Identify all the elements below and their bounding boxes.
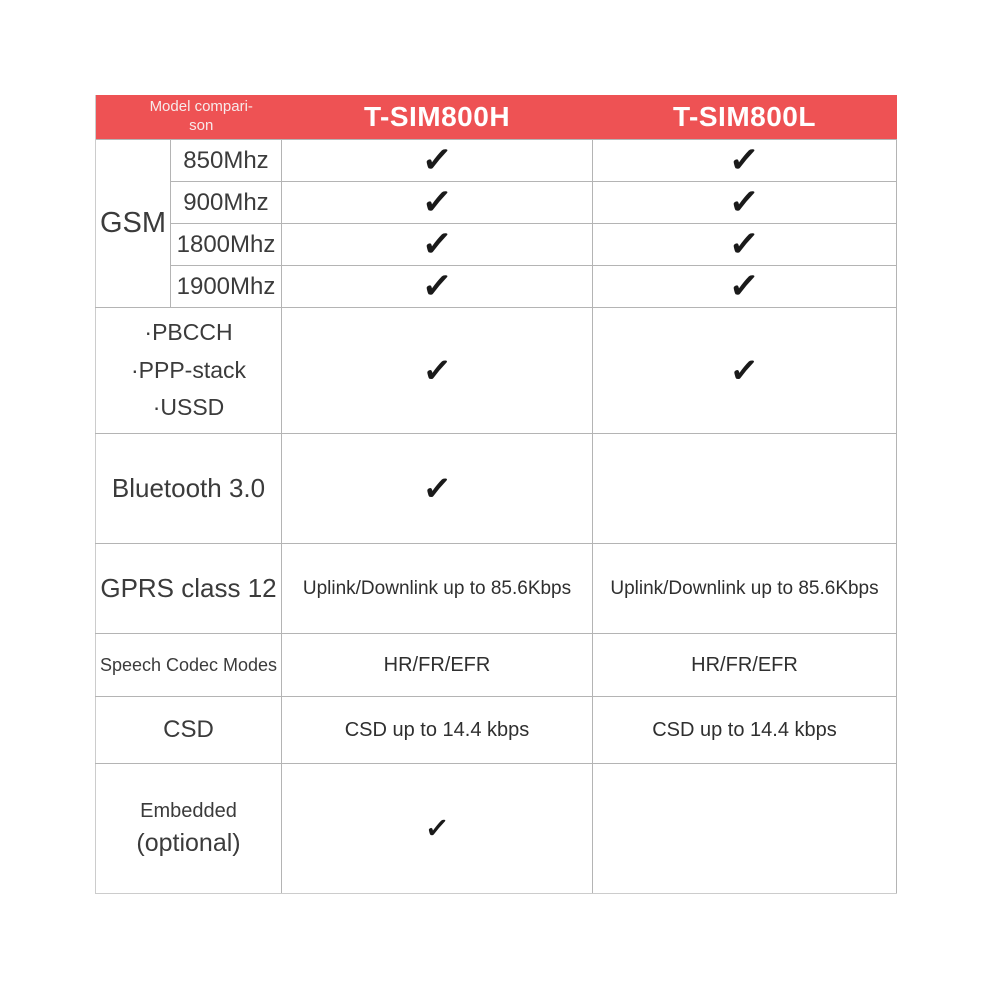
cell-850-sim800l <box>593 140 897 182</box>
cell-900-sim800h <box>282 182 593 224</box>
table-row-pbcch <box>96 308 897 434</box>
cell-speech-sim800h: HR/FR/EFR <box>282 634 593 697</box>
header-corner-cell <box>96 95 282 140</box>
check-icon: ✓ <box>421 467 453 510</box>
check-icon: ✓ <box>421 349 453 392</box>
header-corner-label <box>96 98 282 136</box>
table-header-row <box>96 95 897 140</box>
cell-1800-sim800l <box>593 224 897 266</box>
cell-gprs-sim800l: Uplink/Downlink up to 85.6Kbps <box>593 544 897 634</box>
ussd-line: ·USSD <box>152 394 225 421</box>
check-icon: ✓ <box>728 180 762 224</box>
cell-bluetooth-sim800h <box>282 434 593 544</box>
header-corner-line1: Model compari- <box>149 98 253 116</box>
check-icon: ✓ <box>420 222 454 266</box>
feature-label-pbcch <box>96 308 282 434</box>
ppp-stack-line: ·PPP-stack <box>130 356 247 383</box>
check-icon: ✓ <box>728 264 762 308</box>
band-label-1800: 1800Mhz <box>171 224 282 266</box>
table-row-gsm-850 <box>96 140 897 182</box>
table-row-gprs <box>96 544 897 634</box>
cell-850-sim800h <box>282 140 593 182</box>
feature-label-bluetooth: Bluetooth 3.0 <box>96 434 282 544</box>
cell-1800-sim800h <box>282 224 593 266</box>
table-row-csd <box>96 697 897 764</box>
cell-900-sim800l <box>593 182 897 224</box>
band-label-1900: 1900Mhz <box>171 266 282 308</box>
check-icon: ✓ <box>420 138 454 182</box>
table-row-gsm-900 <box>96 182 897 224</box>
embedded-line: Embedded <box>140 800 237 822</box>
check-icon: ✓ <box>420 180 454 224</box>
cell-embedded-sim800l <box>593 764 897 894</box>
cell-gprs-sim800h: Uplink/Downlink up to 85.6Kbps <box>282 544 593 634</box>
check-icon: ✓ <box>728 138 762 182</box>
table-row-gsm-1900 <box>96 266 897 308</box>
table-row-gsm-1800 <box>96 224 897 266</box>
cell-bluetooth-sim800l <box>593 434 897 544</box>
check-icon: ✓ <box>728 222 762 266</box>
band-label-850: 850Mhz <box>171 140 282 182</box>
cell-csd-sim800h: CSD up to 14.4 kbps <box>282 697 593 764</box>
model-comparison-table <box>95 95 897 894</box>
feature-label-speech-codec: Speech Codec Modes <box>96 634 282 697</box>
table-row-bluetooth <box>96 434 897 544</box>
header-corner-line2: son <box>189 117 214 134</box>
cell-1900-sim800h <box>282 266 593 308</box>
cell-embedded-sim800h <box>282 764 593 894</box>
column-header-sim800l: T-SIM800L <box>593 95 897 140</box>
band-label-900: 900Mhz <box>171 182 282 224</box>
gsm-group-label: GSM <box>96 140 171 308</box>
feature-label-embedded <box>96 764 282 894</box>
cell-pbcch-sim800l <box>593 308 897 434</box>
cell-1900-sim800l <box>593 266 897 308</box>
feature-label-csd: CSD <box>96 697 282 764</box>
feature-label-gprs: GPRS class 12 <box>96 544 282 634</box>
table-row-embedded <box>96 764 897 894</box>
cell-csd-sim800l: CSD up to 14.4 kbps <box>593 697 897 764</box>
cell-pbcch-sim800h <box>282 308 593 434</box>
check-icon: ✓ <box>728 349 761 392</box>
check-icon: ✓ <box>420 264 454 308</box>
table-row-speech-codec <box>96 634 897 697</box>
column-header-sim800h: T-SIM800H <box>282 95 593 140</box>
check-icon: ✓ <box>423 810 451 846</box>
optional-line: (optional) <box>136 829 241 857</box>
cell-speech-sim800l: HR/FR/EFR <box>593 634 897 697</box>
pbcch-line: ·PBCCH <box>144 318 233 345</box>
